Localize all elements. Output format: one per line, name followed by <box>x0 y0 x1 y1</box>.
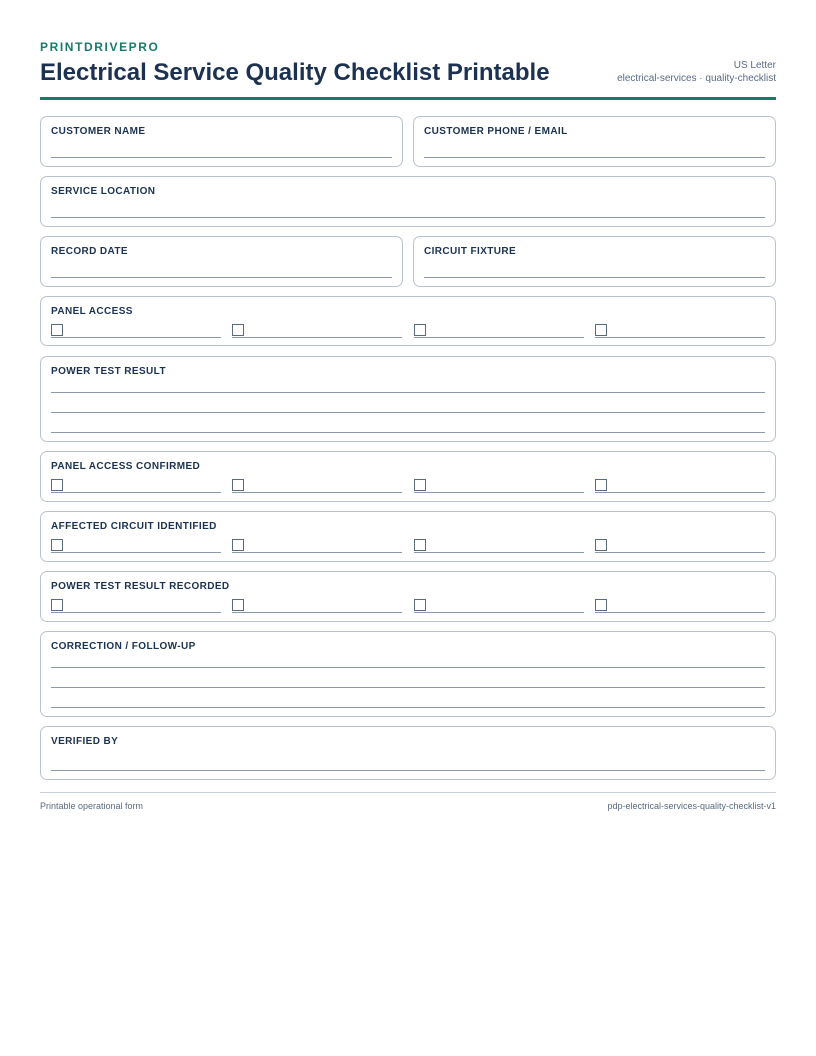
panel-access-confirmed-options <box>51 478 765 494</box>
writing-line[interactable] <box>51 707 765 708</box>
checkbox[interactable] <box>232 599 244 611</box>
checkbox[interactable] <box>414 539 426 551</box>
power-test-result-field <box>40 356 776 442</box>
checkbox[interactable] <box>232 479 244 491</box>
checkbox-option <box>51 598 221 613</box>
panel-access-options <box>51 323 765 339</box>
checkbox[interactable] <box>414 324 426 336</box>
power-test-result-recorded-field <box>40 571 776 622</box>
page-title: Electrical Service Quality Checklist Printable <box>40 59 550 86</box>
affected-circuit-identified-options <box>51 538 765 554</box>
customer-name-label: CUSTOMER NAME <box>51 126 146 137</box>
writing-line[interactable] <box>51 432 765 433</box>
circuit-fixture-input-line[interactable] <box>424 277 765 278</box>
writing-line[interactable] <box>51 392 765 393</box>
affected-circuit-identified-field <box>40 511 776 562</box>
checkbox-option <box>51 478 221 493</box>
service-location-field <box>40 176 776 227</box>
checkbox[interactable] <box>595 324 607 336</box>
verified-by-field <box>40 726 776 780</box>
checkbox-option <box>232 538 402 553</box>
checkbox-option <box>232 323 402 338</box>
writing-line[interactable] <box>51 412 765 413</box>
record-date-input-line[interactable] <box>51 277 392 278</box>
checkbox[interactable] <box>51 479 63 491</box>
customer-contact-label: CUSTOMER PHONE / EMAIL <box>424 126 568 137</box>
circuit-fixture-label: CIRCUIT FIXTURE <box>424 246 517 257</box>
checkbox-option <box>414 478 584 493</box>
checkbox[interactable] <box>595 539 607 551</box>
header-divider <box>40 97 776 100</box>
checkbox-option <box>232 478 402 493</box>
checkbox[interactable] <box>595 599 607 611</box>
checkbox[interactable] <box>414 479 426 491</box>
verified-by-input-line[interactable] <box>51 770 765 771</box>
checkbox-option <box>232 598 402 613</box>
record-date-field <box>40 236 403 287</box>
checkbox-option <box>414 323 584 338</box>
power-test-result-recorded-label: POWER TEST RESULT RECORDED <box>51 581 230 592</box>
checkbox[interactable] <box>51 539 63 551</box>
panel-access-confirmed-field <box>40 451 776 502</box>
service-location-label: SERVICE LOCATION <box>51 186 156 197</box>
checkbox-option <box>595 478 765 493</box>
footer-note: Printable operational form <box>40 801 144 811</box>
category-tags: electrical-services · quality-checklist <box>617 73 776 84</box>
service-location-input-line[interactable] <box>51 217 765 218</box>
customer-name-input-line[interactable] <box>51 157 392 158</box>
checkbox-option <box>595 538 765 553</box>
panel-access-label: PANEL ACCESS <box>51 306 133 317</box>
checkbox-option <box>595 323 765 338</box>
panel-access-field <box>40 296 776 346</box>
customer-contact-field <box>413 116 776 167</box>
affected-circuit-identified-label: AFFECTED CIRCUIT IDENTIFIED <box>51 521 217 532</box>
checkbox-option <box>51 323 221 338</box>
checkbox[interactable] <box>232 539 244 551</box>
customer-name-field <box>40 116 403 167</box>
checkbox-option <box>595 598 765 613</box>
record-date-label: RECORD DATE <box>51 246 128 257</box>
power-test-result-label: POWER TEST RESULT <box>51 366 166 377</box>
brand-name: PRINTDRIVEPRO <box>40 40 160 54</box>
checkbox[interactable] <box>595 479 607 491</box>
checkbox-option <box>414 538 584 553</box>
checkbox-option <box>414 598 584 613</box>
correction-follow-up-label: CORRECTION / FOLLOW-UP <box>51 641 196 652</box>
form-id: pdp-electrical-services-quality-checklist-v1 <box>607 801 776 811</box>
checkbox-option <box>51 538 221 553</box>
checkbox[interactable] <box>414 599 426 611</box>
writing-line[interactable] <box>51 687 765 688</box>
panel-access-confirmed-label: PANEL ACCESS CONFIRMED <box>51 461 201 472</box>
verified-by-label: VERIFIED BY <box>51 736 119 747</box>
checkbox[interactable] <box>51 324 63 336</box>
checkbox[interactable] <box>232 324 244 336</box>
correction-follow-up-field <box>40 631 776 717</box>
power-test-result-recorded-options <box>51 598 765 614</box>
writing-line[interactable] <box>51 667 765 668</box>
checkbox[interactable] <box>51 599 63 611</box>
paper-size-label: US Letter <box>733 60 776 71</box>
customer-contact-input-line[interactable] <box>424 157 765 158</box>
footer-divider <box>40 792 776 793</box>
circuit-fixture-field <box>413 236 776 287</box>
